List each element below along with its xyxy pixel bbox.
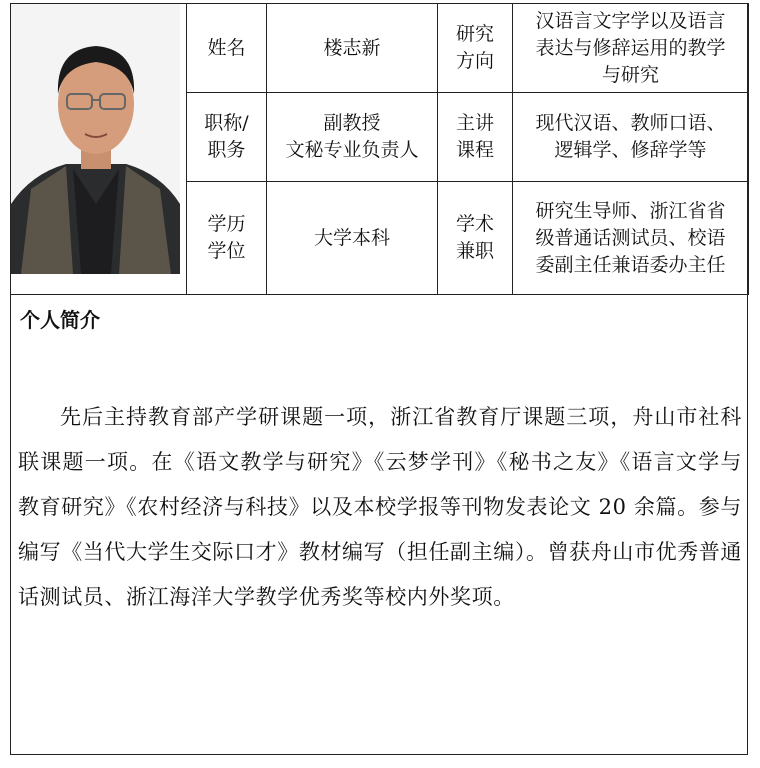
table-row: [11, 4, 749, 93]
intro-body: 先后主持教育部产学研课题一项，浙江省教育厅课题三项，舟山市社科联课题一项。在《语文教学与研究》《云梦学刊》《秘书之友》《语言文学与教育研究》《农村经济与科技》以及本校学报等刊物发表论文 20 余篇。参与编写《当代大学生交际口才》教材编写（担任副主编）。曾获舟山市优秀普通话测试员、浙江海洋大学教学优秀奖等校内外奖项。: [18, 405, 742, 609]
value-degree: 大学本科: [267, 182, 438, 295]
intro-title: 个人简介: [20, 308, 100, 332]
value-research: 汉语言文字学以及语言 表达与修辞运用的教学 与研究: [513, 4, 749, 93]
label-name: 姓名: [187, 4, 267, 93]
value-name: 楼志新: [267, 4, 438, 93]
label-title: 职称/ 职务: [187, 93, 267, 182]
value-title: 副教授 文秘专业负责人: [267, 93, 438, 182]
label-degree: 学历 学位: [187, 182, 267, 295]
label-courses: 主讲 课程: [438, 93, 513, 182]
profile-table: [10, 3, 749, 295]
portrait-photo-icon: [11, 4, 180, 274]
label-academic: 学术 兼职: [438, 182, 513, 295]
value-academic: 研究生导师、浙江省省 级普通话测试员、校语 委副主任兼语委办主任: [513, 182, 749, 295]
intro-section: [10, 294, 748, 755]
value-courses: 现代汉语、教师口语、 逻辑学、修辞学等: [513, 93, 749, 182]
label-research: 研究 方向: [438, 4, 513, 93]
photo-cell: [11, 4, 187, 295]
